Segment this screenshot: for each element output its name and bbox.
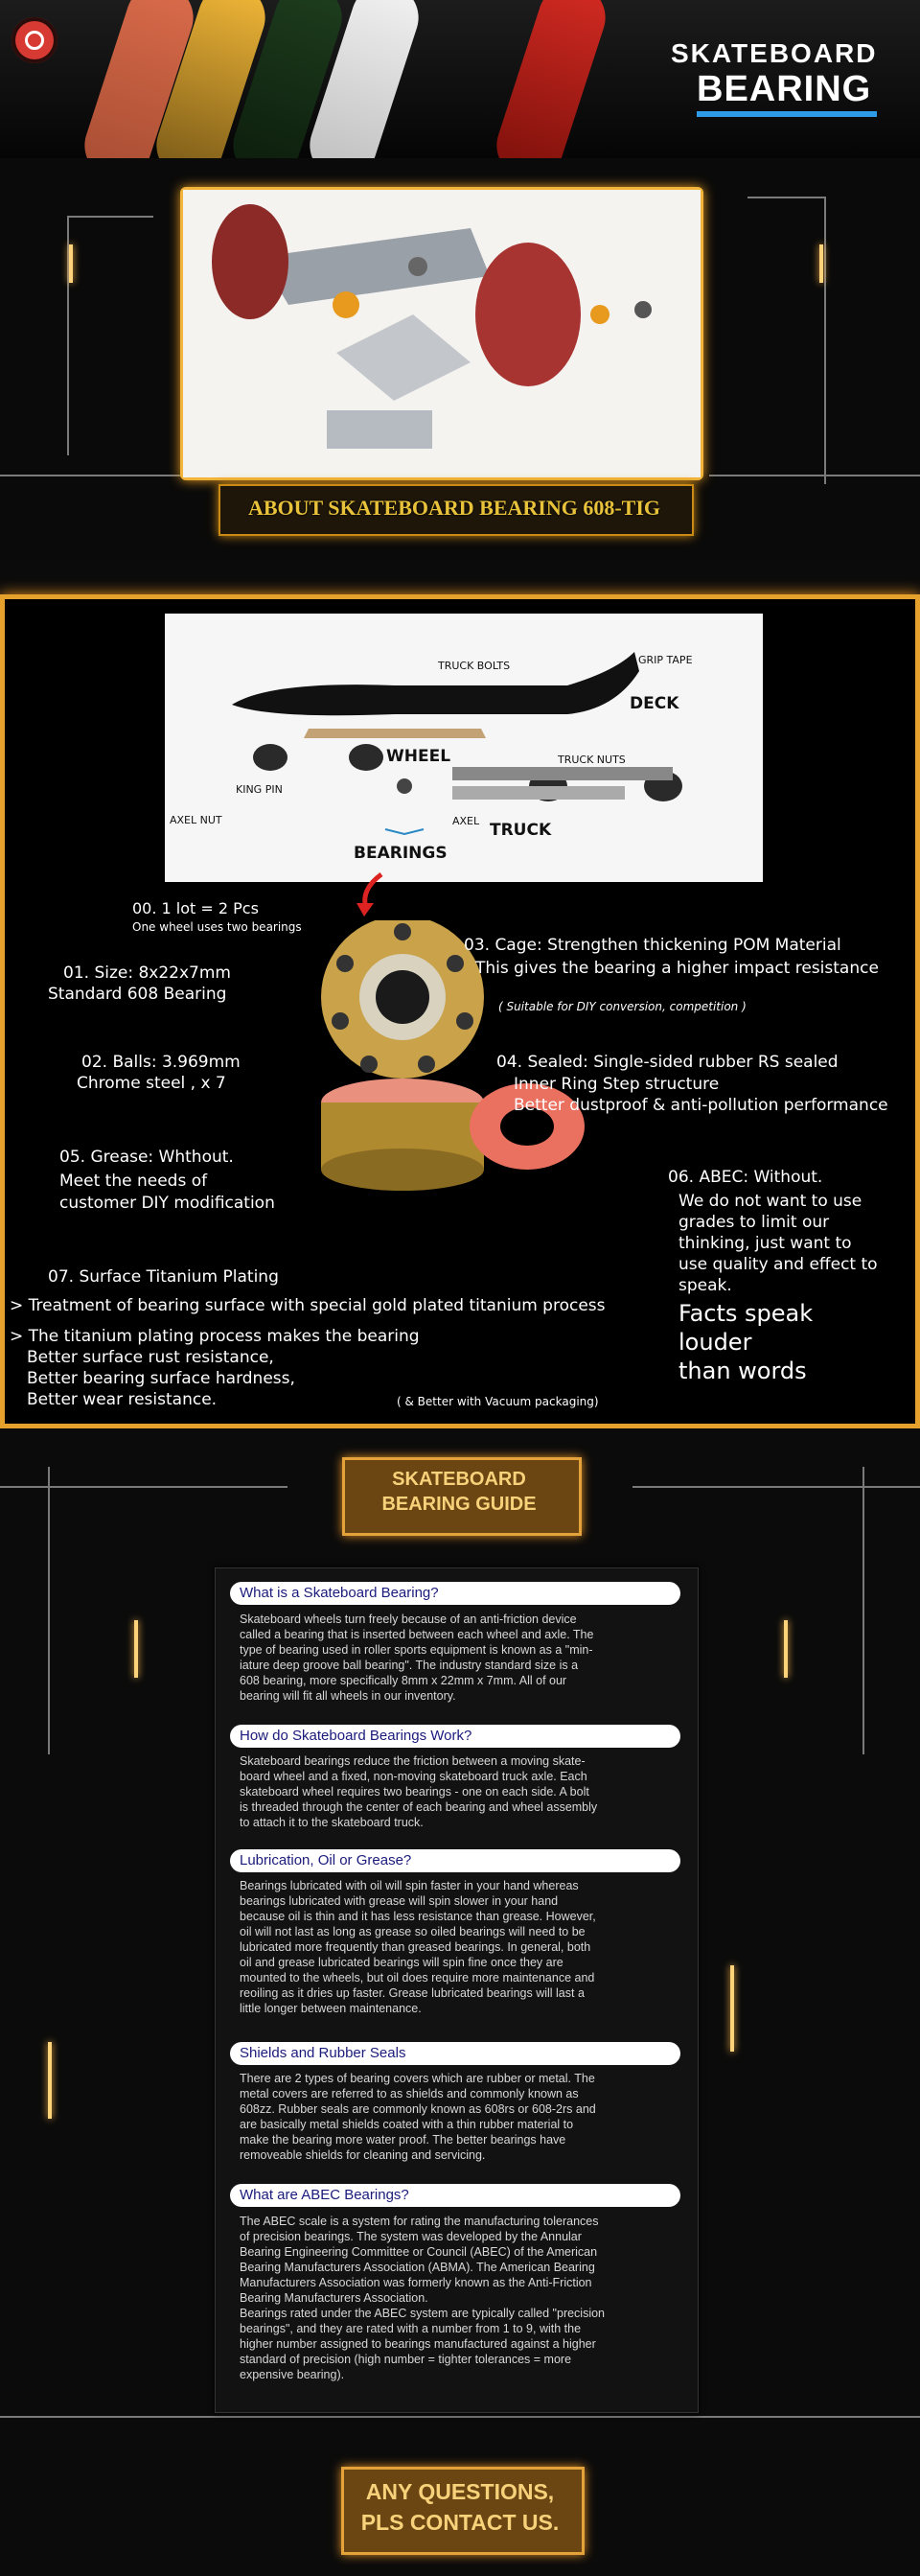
- spec-sealed-title: 04. Sealed: Single-sided rubber RS sealed: [496, 1053, 839, 1072]
- spec-plating-title: 07. Surface Titanium Plating: [48, 1267, 279, 1287]
- label-king-pin: KING PIN: [236, 783, 283, 796]
- faq-line: little longer between maintenance.: [240, 2002, 422, 2015]
- faq-line: Manufacturers Association was formerly known as the Anti-Friction: [240, 2276, 592, 2289]
- spec-sealed-line1: Inner Ring Step structure: [514, 1075, 720, 1094]
- faq-line: higher number assigned to bearings manufactured against a higher: [240, 2337, 596, 2351]
- faq-line: Bearings rated under the ABEC system are typically called "precision: [240, 2307, 606, 2320]
- label-deck: DECK: [630, 694, 679, 713]
- guide-title-line1: SKATEBOARD: [392, 1469, 526, 1490]
- spec-grease-title: 05. Grease: Whthout.: [59, 1148, 234, 1167]
- spec-abec-line4: use quality and effect to: [678, 1255, 878, 1274]
- faq-heading-what-is: What is a Skateboard Bearing?: [230, 1582, 680, 1605]
- spec-size-title: 01. Size: 8x22x7mm: [63, 963, 231, 983]
- spec-plating-line3: Better surface rust resistance,: [27, 1348, 274, 1367]
- faq-line: metal covers are referred to as shields and commonly known as: [240, 2087, 579, 2100]
- spec-cage-title: 03. Cage: Strengthen thickening POM Material: [464, 936, 841, 955]
- faq-line: oil and grease lubricated bearings will spin fine once they are: [240, 1956, 564, 1969]
- spec-plating-line2: > The titanium plating process makes the bearing: [10, 1327, 420, 1346]
- faq-line: type of bearing used in roller sports equipment is known as a "min-: [240, 1643, 593, 1657]
- label-truck: TRUCK: [490, 821, 552, 840]
- spec-plating-line5: Better wear resistance.: [27, 1390, 218, 1409]
- faq-line: iature deep groove ball bearing". The industry standard size is a: [240, 1659, 579, 1672]
- contact-line2: PLS CONTACT US.: [360, 2510, 560, 2535]
- label-truck-bolts: TRUCK BOLTS: [438, 660, 511, 672]
- brand-title-line2: BEARING: [697, 69, 872, 109]
- truck-assembly-image: [183, 190, 701, 477]
- faq-line: 608 bearing, more specifically 8mm x 22mm x 7mm. All of our: [240, 1674, 567, 1687]
- spec-lot-sub: One wheel uses two bearings: [132, 920, 302, 934]
- faq-line: expensive bearing).: [240, 2368, 345, 2381]
- faq-heading-lubrication: Lubrication, Oil or Grease?: [230, 1849, 680, 1872]
- faq-line: reoiling as it dries up faster. Grease lubricated bearings will last a: [240, 1986, 585, 2000]
- spec-grease-line1: Meet the needs of: [59, 1172, 208, 1191]
- about-title: ABOUT SKATEBOARD BEARING 608-TIG: [247, 496, 661, 520]
- spec-plating-line1: > Treatment of bearing surface with special gold plated titanium process: [10, 1296, 606, 1315]
- label-axel: AXEL: [452, 815, 480, 827]
- brand-logo-icon: [12, 17, 58, 63]
- deck-graphic-5: [488, 0, 613, 158]
- faq-line: board wheel and a fixed, non-moving skateboard truck axle. Each: [240, 1770, 587, 1783]
- label-grip-tape: GRIP TAPE: [638, 654, 693, 666]
- spec-cage-note: ( Suitable for DIY conversion, competition ): [498, 1000, 747, 1013]
- spec-abec-title: 06. ABEC: Without.: [668, 1168, 823, 1187]
- faq-line: 608zz. Rubber seals are commonly known as 608rs or 608-2rs and: [240, 2102, 596, 2116]
- faq-heading-abec: What are ABEC Bearings?: [230, 2184, 680, 2207]
- brand-underline: [697, 111, 877, 117]
- facts-line3: than words: [678, 1358, 807, 1384]
- faq-body-shields: [240, 2071, 680, 2163]
- faq-line: Bearing Manufacturers Association.: [240, 2291, 428, 2305]
- skateboard-parts-diagram: [165, 614, 763, 882]
- faq-line: is threaded through the center of each bearing and wheel assembly: [240, 1800, 598, 1814]
- faq-line: bearings", and they are rated with a number from 1 to 9, with the: [240, 2322, 582, 2335]
- faq-line: standard of precision (high number = tighter tolerances = more: [240, 2353, 572, 2366]
- faq-line: mounted to the wheels, but oil does require more maintenance and: [240, 1971, 595, 1984]
- spec-abec-line1: We do not want to use: [678, 1192, 862, 1211]
- faq-line: Bearings lubricated with oil will spin faster in your hand whereas: [240, 1879, 579, 1892]
- vacuum-note: ( & Better with Vacuum packaging): [397, 1395, 599, 1408]
- faq-line: called a bearing that is inserted between each wheel and axle. The: [240, 1628, 594, 1641]
- spec-balls-title: 02. Balls: 3.969mm: [81, 1053, 241, 1072]
- spec-balls-sub: Chrome steel , x 7: [77, 1074, 226, 1093]
- faq-heading-shields: Shields and Rubber Seals: [230, 2042, 680, 2065]
- spec-plating-line4: Better bearing surface hardness,: [27, 1369, 295, 1388]
- brand-title-line1: SKATEBOARD: [671, 38, 878, 68]
- faq-line: skateboard wheel requires two bearings - one on each side. A bolt: [240, 1785, 589, 1799]
- spec-abec-line3: thinking, just want to: [678, 1234, 852, 1253]
- spec-sealed-line2: Better dustproof & anti-pollution performance: [514, 1096, 888, 1115]
- truck-photo-frame: [180, 187, 703, 480]
- faq-line: Bearing Engineering Committee or Council (ABEC) of the American: [240, 2245, 598, 2259]
- spec-abec-line5: speak.: [678, 1276, 732, 1295]
- faq-body-abec: [240, 2214, 680, 2382]
- faq-line: to attach it to the skateboard truck.: [240, 1816, 424, 1829]
- faq-line: There are 2 types of bearing covers which are rubber or metal. The: [240, 2072, 595, 2085]
- guide-title-line2: BEARING GUIDE: [381, 1494, 537, 1515]
- faq-line: because oil is thin and it has less resistance than grease. However,: [240, 1910, 596, 1923]
- faq-line: of precision bearings. The system was developed by the Annular: [240, 2230, 582, 2243]
- faq-body-lubrication: [240, 1878, 680, 2016]
- faq-line: The ABEC scale is a system for rating the manufacturing tolerances: [240, 2215, 599, 2228]
- faq-heading-how-work: How do Skateboard Bearings Work?: [230, 1725, 680, 1748]
- guide-title: [342, 1467, 576, 1517]
- faq-line: removeable shields for cleaning and servicing.: [240, 2148, 486, 2162]
- contact-line1: ANY QUESTIONS,: [365, 2479, 555, 2504]
- spec-size-sub: Standard 608 Bearing: [48, 985, 227, 1004]
- spec-grease-line2: customer DIY modification: [59, 1194, 275, 1213]
- faq-line: bearing will fit all wheels in our inventory.: [240, 1689, 456, 1703]
- faq-line: Skateboard bearings reduce the friction between a moving skate-: [240, 1754, 586, 1768]
- spec-abec-line2: grades to limit our: [678, 1213, 830, 1232]
- faq-body-how-work: [240, 1753, 680, 1830]
- label-truck-nuts: TRUCK NUTS: [558, 754, 626, 766]
- faq-line: bearings lubricated with grease will spin slower in your hand: [240, 1894, 559, 1908]
- faq-line: oil will not last as long as grease so oiled bearings will need to be: [240, 1925, 586, 1938]
- spec-lot: 00. 1 lot = 2 Pcs: [132, 899, 259, 917]
- label-wheel: WHEEL: [386, 747, 451, 766]
- label-axel-nut: AXEL NUT: [170, 814, 222, 826]
- down-arrow-icon: [353, 870, 391, 918]
- header-banner: [0, 0, 920, 158]
- spec-cage-sub: This gives the bearing a higher impact resistance: [475, 959, 879, 978]
- facts-line1: Facts speak: [678, 1300, 814, 1327]
- faq-body-what-is: [240, 1612, 680, 1704]
- faq-line: make the bearing more water proof. The better bearings have: [240, 2133, 566, 2147]
- faq-line: Skateboard wheels turn freely because of an anti-friction device: [240, 1613, 577, 1626]
- faq-line: lubricated more frequently than greased bearings. In general, both: [240, 1940, 591, 1954]
- facts-line2: louder: [678, 1329, 752, 1356]
- faq-line: are basically metal shields coated with a thin rubber material to: [240, 2118, 574, 2131]
- faq-line: Bearing Manufacturers Association (ABMA). The American Bearing: [240, 2261, 595, 2274]
- label-bearings: BEARINGS: [354, 844, 448, 863]
- contact-label[interactable]: [341, 2476, 579, 2538]
